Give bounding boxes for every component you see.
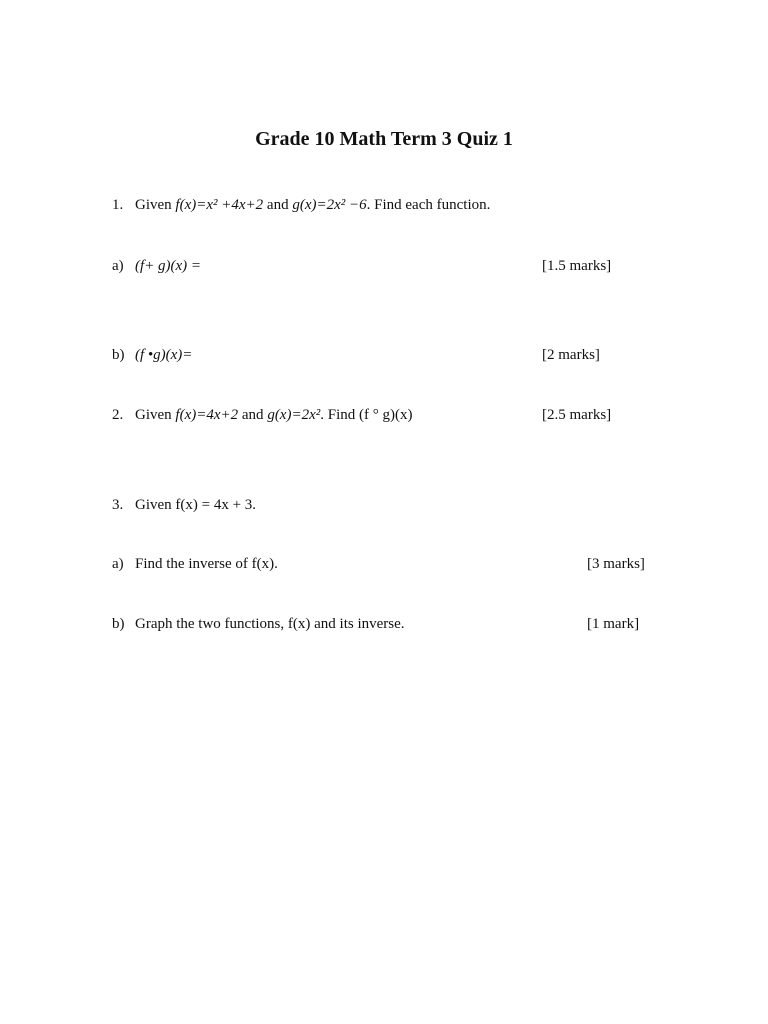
question-text: Given f(x) = 4x + 3. [135,497,257,513]
question-number: 1. [112,197,124,213]
marks-label: [2 marks] [542,347,600,363]
marks-label: [1 mark] [587,616,640,632]
function-g-definition: g(x)=2x² −6 [292,197,367,213]
question-expression: (f •g)(x)= [135,347,193,363]
question-connector: and [263,197,293,213]
marks-label: [3 marks] [587,556,645,572]
question-suffix: . Find (f ° g)(x) [320,407,413,423]
function-f-definition: f(x)=x² +4x+2 [175,197,264,213]
question-number: 2. [112,407,124,423]
question-number: a) [112,258,124,274]
question-suffix: . Find each function. [366,197,491,213]
question-text [135,195,490,215]
question-connector: and [238,407,268,423]
page-title: Grade 10 Math Term 3 Quiz 1 [255,128,513,150]
question-number: 3. [112,497,124,513]
question-expression: (f+ g)(x) = [135,258,202,274]
question-text: Graph the two functions, f(x) and its inverse. [135,616,405,632]
question-text [135,405,412,425]
question-number: b) [112,616,125,632]
marks-label: [2.5 marks] [542,407,612,423]
question-prefix: Given [135,407,176,423]
function-f-definition: f(x)=4x+2 [175,407,239,423]
question-text: Find the inverse of f(x). [135,556,278,572]
question-number: a) [112,556,124,572]
question-prefix: Given [135,197,176,213]
marks-label: [1.5 marks] [542,258,612,274]
question-number: b) [112,347,125,363]
function-g-definition: g(x)=2x² [267,407,321,423]
